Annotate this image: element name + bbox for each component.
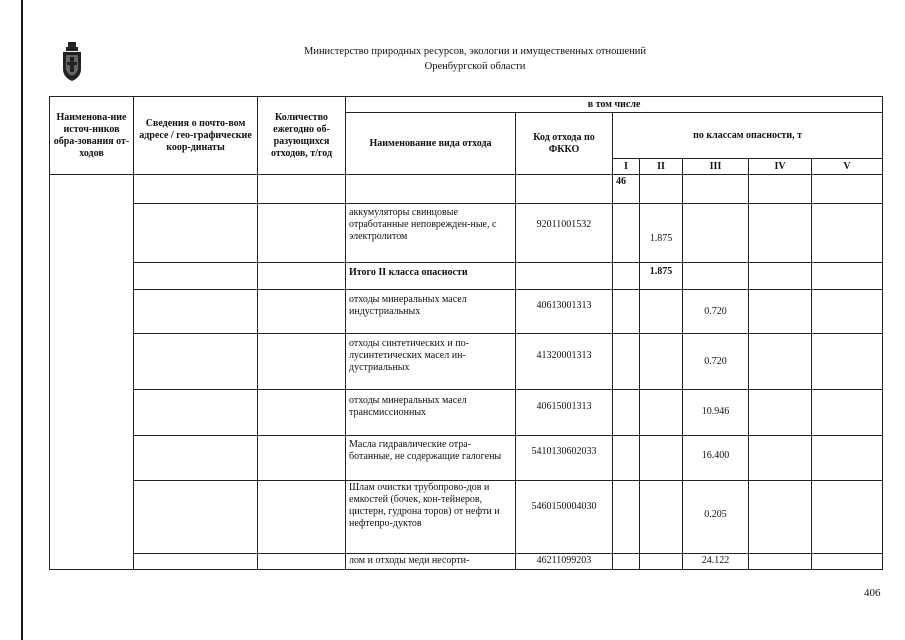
class-4-cell: [749, 390, 812, 436]
header-hazard-classes: по классам опасности, т: [613, 113, 883, 159]
table-row: [50, 175, 883, 204]
class-4-cell: [749, 334, 812, 390]
class-1-cell: 46: [613, 175, 640, 204]
quantity-cell: [258, 290, 346, 334]
class-5-cell: [812, 290, 883, 334]
class-1-cell: [613, 263, 640, 290]
class-5-cell: [812, 204, 883, 263]
class-5-cell: [812, 334, 883, 390]
class-4-cell: [749, 175, 812, 204]
class-3-cell: 16.400: [683, 436, 749, 481]
address-cell: [134, 436, 258, 481]
class-4-cell: [749, 290, 812, 334]
waste-name-cell: отходы минеральных масел трансмиссионных: [346, 390, 516, 436]
source-name-cell: [50, 175, 134, 570]
quantity-cell: [258, 204, 346, 263]
fkko-code-cell: 40615001313: [516, 390, 613, 436]
table-row: [50, 334, 883, 390]
class-3-cell: [683, 204, 749, 263]
quantity-cell: [258, 554, 346, 570]
address-cell: [134, 334, 258, 390]
fkko-code-cell: 5460150004030: [516, 481, 613, 554]
class-2-cell: [640, 175, 683, 204]
waste-table: [49, 96, 883, 570]
class-5-cell: [812, 436, 883, 481]
class-5-cell: [812, 390, 883, 436]
header-including: в том числе: [346, 97, 883, 113]
region-name: Оренбургской области: [424, 61, 526, 72]
waste-name-cell: Итого II класса опасности: [346, 263, 516, 290]
address-cell: [134, 390, 258, 436]
class-3-cell: 0.720: [683, 334, 749, 390]
class-4-cell: [749, 554, 812, 570]
quantity-cell: [258, 175, 346, 204]
quantity-cell: [258, 390, 346, 436]
class-2-cell: [640, 436, 683, 481]
class-5-cell: [812, 263, 883, 290]
page-number: 406: [864, 587, 881, 599]
header-waste-name: Наименование вида отхода: [346, 113, 516, 175]
address-cell: [134, 204, 258, 263]
class-2-cell: [640, 290, 683, 334]
table-row: [50, 263, 883, 290]
address-cell: [134, 263, 258, 290]
fkko-code-cell: 40613001313: [516, 290, 613, 334]
table-row: [50, 290, 883, 334]
table-row: [50, 554, 883, 570]
address-cell: [134, 175, 258, 204]
ministry-name: Министерство природных ресурсов, экологии и имущественных отношений: [303, 46, 646, 57]
class-5-cell: [812, 175, 883, 204]
class-4-cell: [749, 204, 812, 263]
header-class-1: I: [613, 159, 640, 175]
class-4-cell: [749, 481, 812, 554]
class-2-cell: [640, 390, 683, 436]
fkko-code-cell: 5410130602033: [516, 436, 613, 481]
class-3-cell: 10.946: [683, 390, 749, 436]
quantity-cell: [258, 334, 346, 390]
quantity-cell: [258, 436, 346, 481]
header-quantity: Количество ежегодно об-разующихся отходов, т/год: [258, 97, 346, 175]
waste-name-cell: лом и отходы меди несорти-: [346, 554, 516, 570]
class-1-cell: [613, 334, 640, 390]
address-cell: [134, 554, 258, 570]
fkko-code-cell: [516, 263, 613, 290]
class-4-cell: [749, 436, 812, 481]
class-1-cell: [613, 204, 640, 263]
ministry-header: [200, 44, 750, 74]
class-1-cell: [613, 554, 640, 570]
header-class-4: IV: [749, 159, 812, 175]
class-5-cell: [812, 554, 883, 570]
waste-name-cell: аккумуляторы свинцовые отработанные неповрежден-ные, с электролитом: [346, 204, 516, 263]
fkko-code-cell: 46211099203: [516, 554, 613, 570]
class-2-cell: [640, 334, 683, 390]
table-row: [50, 204, 883, 263]
table-row: [50, 390, 883, 436]
waste-name-cell: отходы синтетических и по-лусинтетических масел ин-дустриальных: [346, 334, 516, 390]
address-cell: [134, 481, 258, 554]
class-3-cell: 0.720: [683, 290, 749, 334]
waste-name-cell: Масла гидравлические отра-ботанные, не содержащие галогены: [346, 436, 516, 481]
class-5-cell: [812, 481, 883, 554]
table-row: [50, 481, 883, 554]
fkko-code-cell: 92011001532: [516, 204, 613, 263]
table-row: [50, 436, 883, 481]
class-3-cell: 0.205: [683, 481, 749, 554]
class-1-cell: [613, 390, 640, 436]
class-3-cell: [683, 263, 749, 290]
quantity-cell: [258, 481, 346, 554]
fkko-code-cell: 41320001313: [516, 334, 613, 390]
waste-name-cell: [346, 175, 516, 204]
fkko-code-cell: [516, 175, 613, 204]
header-class-2: II: [640, 159, 683, 175]
class-2-cell: [640, 554, 683, 570]
quantity-cell: [258, 263, 346, 290]
coat-of-arms-icon: [61, 42, 83, 82]
waste-name-cell: отходы минеральных масел индустриальных: [346, 290, 516, 334]
header-address: Сведения о почто-вом адресе / гео-графические коор-динаты: [134, 97, 258, 175]
class-3-cell: [683, 175, 749, 204]
class-4-cell: [749, 263, 812, 290]
class-1-cell: [613, 436, 640, 481]
class-1-cell: [613, 481, 640, 554]
header-fkko-code: Код отхода по ФККО: [516, 113, 613, 175]
header-source-name: Наименова-ние источ-ников обра-зования от-ходов: [50, 97, 134, 175]
class-1-cell: [613, 290, 640, 334]
header-class-3: III: [683, 159, 749, 175]
waste-name-cell: Шлам очистки трубопрово-дов и емкостей (бочек, кон-тейнеров, цистерн, гудрона торов) от нефти и нефтепро-дуктов: [346, 481, 516, 554]
header-class-5: V: [812, 159, 883, 175]
address-cell: [134, 290, 258, 334]
class-2-cell: 1.875: [640, 204, 683, 263]
class-2-cell: [640, 481, 683, 554]
class-3-cell: 24.122: [683, 554, 749, 570]
class-2-cell: 1.875: [640, 263, 683, 290]
left-margin-rule: [21, 0, 23, 640]
